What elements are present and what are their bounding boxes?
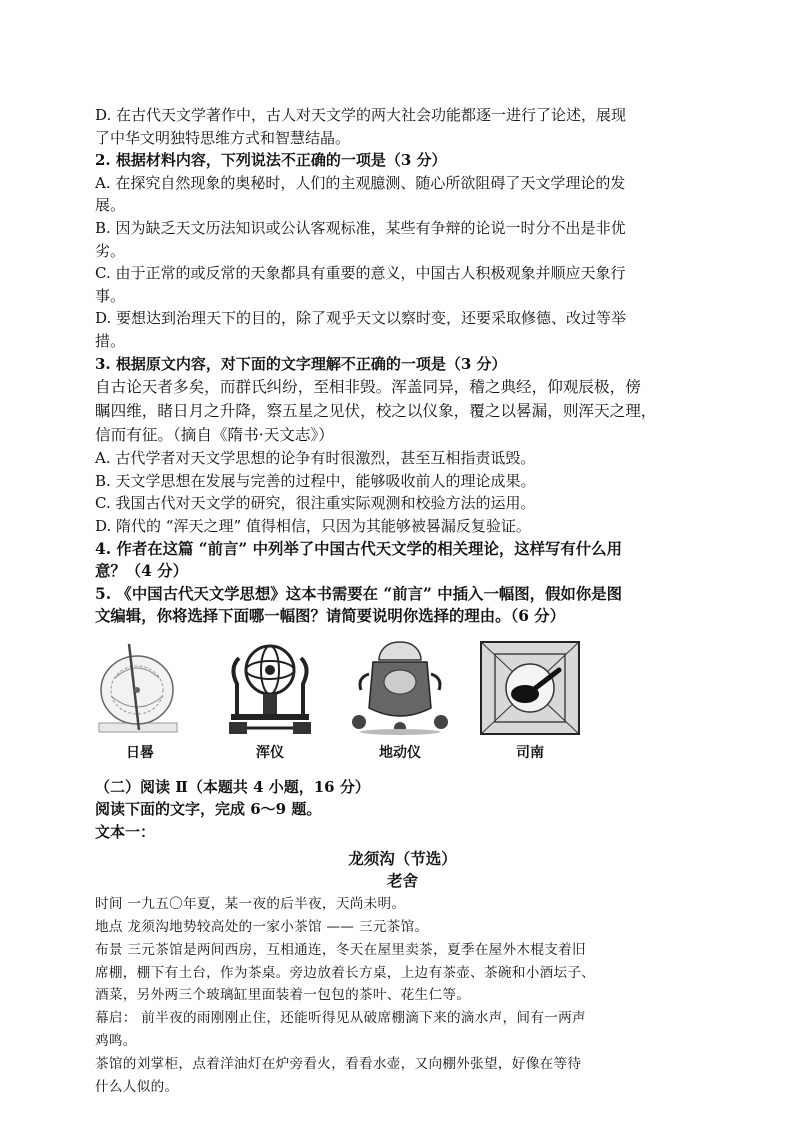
q2-stem: 2. 根据材料内容，下列说法不正确的一项是（3 分） <box>95 151 447 170</box>
q3-option-d: D. 隋代的 “浑天之理” 值得相信，只因为其能够被晷漏反复验证。 <box>95 516 531 535</box>
section2-text-label: 文本一： <box>95 823 156 842</box>
figure-caption-sundial: 日晷 <box>126 744 154 761</box>
figure-compass <box>470 638 590 762</box>
armillary-sphere-icon <box>215 638 325 738</box>
play-curtain-line1: 幕启： 前半夜的雨刚刚止住，还能听得见从破席棚滴下来的滴水声，间有一两声 <box>95 1010 586 1027</box>
play-curtain-line2: 鸡鸣。 <box>95 1033 137 1050</box>
q2-option-a-line1: A. 在探究自然现象的奥秘时，人们的主观臆测、随心所欲阻碍了天文学理论的发 <box>95 173 626 192</box>
section2-instruction: 阅读下面的文字，完成 6～9 题。 <box>95 800 322 819</box>
play-place: 地点 龙须沟地势较高处的一家小茶馆 —— 三元茶馆。 <box>95 918 429 935</box>
q2-option-c-line2: 事。 <box>95 286 126 305</box>
figure-sundial <box>80 638 200 762</box>
q3-option-b: B. 天文学思想在发展与完善的过程中，能够吸收前人的理论成果。 <box>95 471 536 490</box>
q2-option-a-line2: 展。 <box>95 196 126 215</box>
q1-option-d-line2: 了中华文明独特思维方式和智慧结晶。 <box>95 128 351 147</box>
q3-stem: 3. 根据原文内容，对下面的文字理解不正确的一项是（3 分） <box>95 354 507 373</box>
play-set-line3: 酒菜，另外两三个玻璃缸里面装着一包包的茶叶、花生仁等。 <box>95 987 471 1004</box>
play-action-line2: 什么人似的。 <box>95 1079 179 1096</box>
exam-page <box>95 104 710 1099</box>
q3-quote-line1: 自古论天者多矣，而群氏纠纷，至相非毁。浑盖同异，稽之典经，仰观辰极，傍 <box>95 378 641 397</box>
play-set-line1: 布景 三元茶馆是两间西房，互相通连，冬天在屋里卖茶，夏季在屋外木棍支着旧 <box>95 941 586 958</box>
play-title: 龙须沟（节选） <box>348 848 457 868</box>
q4-line1: 4. 作者在这篇 “前言” 中列举了中国古代天文学的相关理论，这样写有什么用 <box>95 539 622 558</box>
q3-quote-line2: 瞩四维，睹日月之升降，察五星之见伏，校之以仪象，覆之以晷漏，则浑天之理， <box>95 402 657 421</box>
compass-spoon-icon <box>475 638 585 738</box>
figure-caption-seismograph: 地动仪 <box>379 744 421 761</box>
figure-seismograph <box>340 638 460 762</box>
q2-option-b-line1: B. 因为缺乏天文历法知识或公认客观标准，某些有争辩的论说一时分不出是非优 <box>95 218 626 237</box>
sundial-icon <box>85 638 195 738</box>
q4-line2: 意？（4 分） <box>95 562 189 581</box>
play-action-line1: 茶馆的刘掌柜，点着洋油灯在炉旁看火，看看水壶，又向棚外张望，好像在等待 <box>95 1056 582 1073</box>
section2-heading: （二）阅读 Ⅱ（本题共 4 小题，16 分） <box>95 777 370 796</box>
q3-option-a: A. 古代学者对天文学思想的论争有时很激烈，甚至互相指责诋毁。 <box>95 449 536 468</box>
q2-option-d-line2: 措。 <box>95 331 126 350</box>
figure-caption-armillary: 浑仪 <box>256 744 284 761</box>
q3-quote-line3: 信而有征。（摘自《隋书·天文志》） <box>95 426 334 445</box>
play-set-line2: 席棚，棚下有土台，作为茶桌。旁边放着长方桌，上边有茶壶、茶碗和小酒坛子、 <box>95 964 596 981</box>
q2-option-b-line2: 劣。 <box>95 241 126 260</box>
figure-row <box>95 638 710 768</box>
q2-option-d-line1: D. 要想达到治理天下的目的，除了观乎天文以察时变，还要采取修德、改过等举 <box>95 309 627 328</box>
q3-option-c: C. 我国古代对天文学的研究，很注重实际观测和校验方法的运用。 <box>95 494 536 513</box>
play-time: 时间 一九五〇年夏，某一夜的后半夜，天尚未明。 <box>95 895 406 912</box>
play-author: 老舍 <box>386 871 418 891</box>
seismograph-icon <box>345 638 455 738</box>
q5-line2: 文编辑，你将选择下面哪一幅图？请简要说明你选择的理由。（6 分） <box>95 607 566 626</box>
figure-armillary <box>210 638 330 762</box>
q1-option-d-line1: D. 在古代天文学著作中，古人对天文学的两大社会功能都逐一进行了论述，展现 <box>95 106 627 124</box>
q5-line1: 5. 《中国古代天文学思想》这本书需要在 “前言” 中插入一幅图，假如你是图 <box>95 584 622 603</box>
q2-option-c-line1: C. 由于正常的或反常的天象都具有重要的意义，中国古人积极观象并顺应天象行 <box>95 264 626 283</box>
figure-caption-compass: 司南 <box>516 744 544 761</box>
